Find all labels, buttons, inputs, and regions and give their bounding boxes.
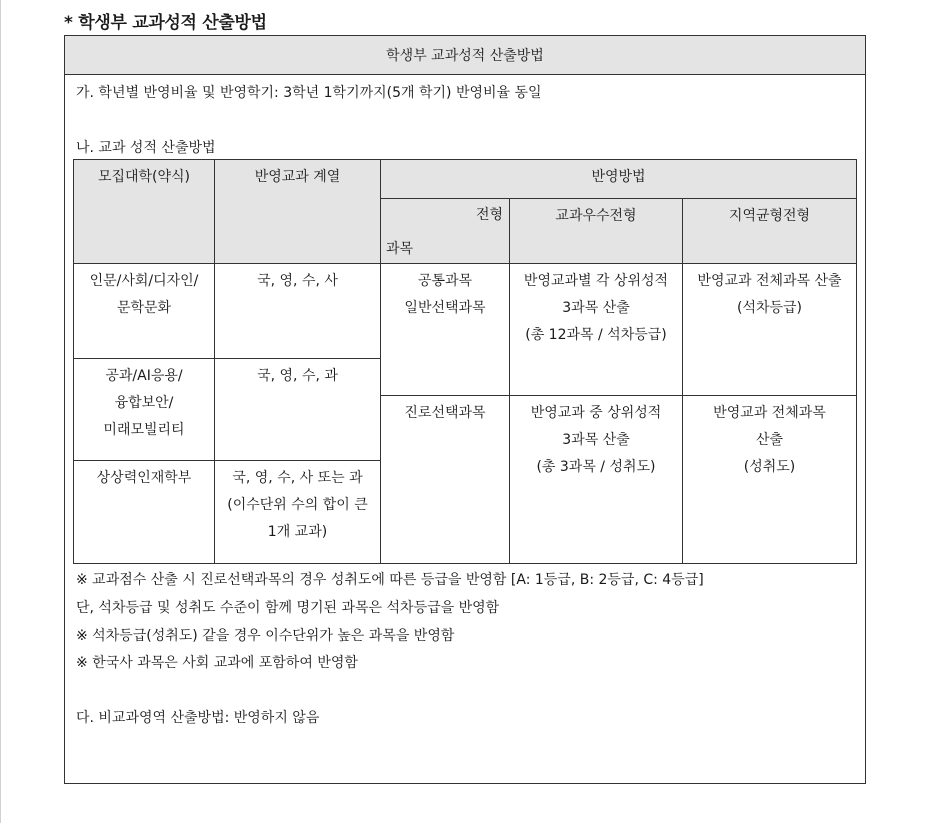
header-diag-course: 과목 (386, 241, 414, 257)
subjects-cell: 국, 영, 수, 사 또는 과 (이수단위 수의 합이 큰 1개 교과) (215, 461, 381, 564)
section-a-text: 가. 학년별 반영비율 및 반영학기: 3학년 1학기까지(5개 학기) 반영비율 동일 (76, 85, 542, 101)
section-b-title: 나. 교과 성적 산출방법 (76, 140, 216, 156)
page-left-edge (0, 0, 1, 823)
subjects-cell: 국, 영, 수, 과 (215, 359, 381, 461)
course-cell: 진로선택과목 (381, 396, 510, 564)
grade-calculation-table (73, 159, 857, 564)
college-cell: 인문/사회/디자인/ 문학문화 (74, 264, 215, 359)
college-cell: 공과/AI응용/ 융합보안/ 미래모빌리티 (74, 359, 215, 461)
header-diagonal-cell (381, 199, 510, 264)
table-row (74, 264, 857, 359)
grading-method-box (64, 35, 866, 784)
subjects-cell: 국, 영, 수, 사 (215, 264, 381, 359)
header-excellence: 교과우수전형 (510, 199, 683, 264)
excellence-cell: 반영교과별 각 상위성적 3과목 산출 (총 12과목 / 석차등급) (510, 264, 683, 396)
header-subjects: 반영교과 계열 (215, 160, 381, 264)
page-heading: * 학생부 교과성적 산출방법 (64, 13, 267, 33)
regional-cell: 반영교과 전체과목 산출 (성취도) (683, 396, 857, 564)
note-line: ※ 한국사 과목은 사회 교과에 포함하여 반영함 (76, 655, 358, 671)
excellence-cell: 반영교과 중 상위성적 3과목 산출 (총 3과목 / 성취도) (510, 396, 683, 564)
regional-cell: 반영교과 전체과목 산출 (석차등급) (683, 264, 857, 396)
college-cell: 상상력인재학부 (74, 461, 215, 564)
box-title: 학생부 교과성적 산출방법 (65, 36, 865, 75)
header-diag-track: 전형 (475, 207, 503, 223)
section-c-text: 다. 비교과영역 산출방법: 반영하지 않음 (76, 710, 320, 726)
note-line: ※ 석차등급(성취도) 같을 경우 이수단위가 높은 과목을 반영함 (76, 628, 455, 644)
course-cell: 공통과목 일반선택과목 (381, 264, 510, 396)
header-method: 반영방법 (381, 160, 857, 199)
note-line: ※ 교과점수 산출 시 진로선택과목의 경우 성취도에 따른 등급을 반영함 [A: 1등급, B: 2등급, C: 4등급] (76, 572, 704, 588)
header-university: 모집대학(약식) (74, 160, 215, 264)
note-line: 단, 석차등급 및 성취도 수준이 함께 명기된 과목은 석차등급을 반영함 (76, 600, 500, 616)
header-regional: 지역균형전형 (683, 199, 857, 264)
